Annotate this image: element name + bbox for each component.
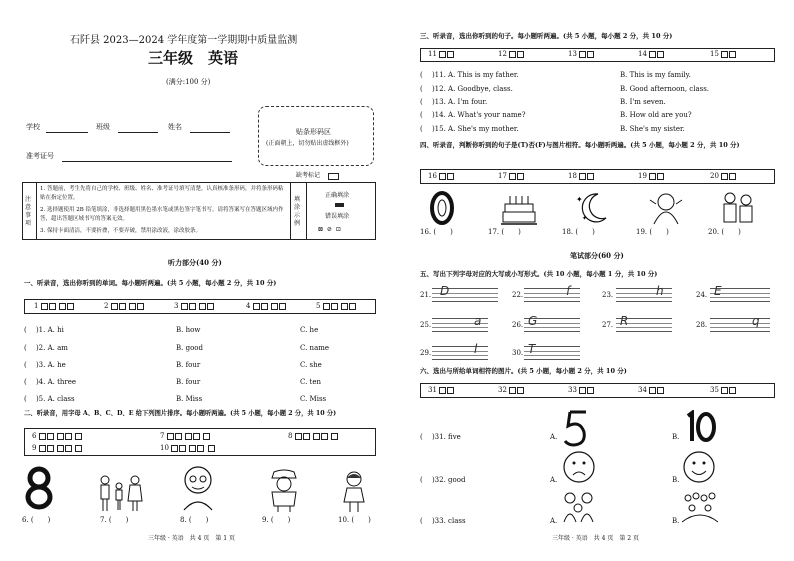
- q2-grid-9[interactable]: 9: [32, 444, 83, 453]
- q6-row-31-b: B.: [672, 433, 680, 441]
- q6-row-33: ( )33. class: [420, 517, 466, 525]
- q4-blank-18[interactable]: 18. ( ): [562, 228, 595, 236]
- q1-row-1-a: ( )1. A. hi: [24, 326, 64, 334]
- q5-letter-29: l: [474, 342, 478, 356]
- q4-blank-20[interactable]: 20. ( ): [708, 228, 741, 236]
- wrong-fill: 错误填涂: [325, 213, 350, 220]
- q3-row-15-b: B. She's my sister.: [620, 125, 685, 133]
- school-label: 学校: [26, 123, 40, 131]
- notes-item-3: 3. 保持卡面清洁，不要折叠，不要弄破，禁用涂改液，涂改胶条。: [40, 228, 201, 234]
- absent-label: 缺考标记: [296, 172, 321, 179]
- q5-letter-21: D: [440, 284, 450, 298]
- q3-row-12-a: ( )12. A. Goodbye, class.: [420, 85, 513, 93]
- q2-grid-8[interactable]: 8: [288, 432, 339, 441]
- q1-grid-1[interactable]: 1: [34, 302, 75, 311]
- q2-grid-6[interactable]: 6: [32, 432, 83, 441]
- name-label: 姓名: [168, 123, 182, 131]
- class-label: 班级: [96, 123, 110, 131]
- q6-grid-31[interactable]: 31: [428, 386, 455, 395]
- q6-grid-33[interactable]: 33: [568, 386, 595, 395]
- q5-line-22[interactable]: [524, 288, 580, 302]
- q5-letter-26: G: [528, 314, 538, 328]
- written-title: 笔试部分(60 分): [570, 251, 624, 260]
- picture-happy-face: [682, 450, 716, 484]
- q3-row-15-a: ( )15. A. She's my mother.: [420, 125, 519, 133]
- q6-row-31: ( )31. five: [420, 433, 461, 441]
- q2-grid-7[interactable]: 7: [160, 432, 211, 441]
- q4-title: 四、听录音，判断你听到的句子是(T)否(F)与图片相符。每小题听两遍。(共 5 小题，每小题 2 分，共 10 分): [420, 141, 740, 149]
- q1-grid-5[interactable]: 5: [316, 302, 357, 311]
- q5-letter-28: q: [752, 314, 760, 328]
- q3-grid-11[interactable]: 11: [428, 50, 455, 59]
- q2-blank-7[interactable]: 7. ( ): [100, 516, 129, 524]
- q3-row-11-a: ( )11. A. This is my father.: [420, 71, 519, 79]
- q3-grid-13[interactable]: 13: [568, 50, 595, 59]
- picture-classroom: [680, 488, 720, 524]
- barcode-note: (正面朝上，切勿贴出虚线框外): [266, 140, 349, 147]
- left-footer: 三年级 · 英语 共 4 页 第 1 页: [148, 535, 235, 542]
- notes-item-1: 1. 答题前，考生先将自己的学校、班级、姓名、准考证号填写清楚，认真核准条形码，并将条形码粘贴在指定位置。: [40, 186, 284, 201]
- correct-fill-mark: [335, 203, 344, 207]
- q2-grid-10[interactable]: 10: [160, 444, 216, 453]
- picture-family: [95, 474, 147, 514]
- q3-grid-14[interactable]: 14: [638, 50, 665, 59]
- picture-sad-face: [562, 450, 596, 484]
- q6-grid-35[interactable]: 35: [710, 386, 737, 395]
- q3-grid-15[interactable]: 15: [710, 50, 737, 59]
- q3-title: 三、听录音，选出你听到的句子。每小题听两遍。(共 5 小题，每小题 2 分，共 10 分): [420, 32, 673, 40]
- q1-row-2-c: C. name: [300, 344, 330, 352]
- q5-letter-27: R: [620, 314, 629, 328]
- picture-cartoon-character: [646, 190, 686, 226]
- picture-moon-stars: [572, 190, 612, 226]
- q3-row-11-b: B. This is my family.: [620, 71, 691, 79]
- q4-grid-18[interactable]: 18: [568, 172, 595, 181]
- picture-grandfather: [178, 462, 218, 512]
- q4-blank-16[interactable]: 16. ( ): [420, 228, 453, 236]
- q5-letter-23: h: [656, 284, 664, 298]
- q5-line-29[interactable]: [432, 346, 488, 360]
- q1-row-4-a: ( )4. A. three: [24, 378, 77, 386]
- q3-grid-12[interactable]: 12: [498, 50, 525, 59]
- picture-girl: [340, 470, 368, 514]
- q5-num-29: 29.: [420, 349, 432, 357]
- q1-title: 一、听录音，选出你听到的单词。每小题听两遍。(共 5 小题，每小题 2 分，共 10 分): [24, 279, 277, 287]
- q5-letter-22: f: [566, 284, 571, 298]
- exam-id-label: 准考证号: [26, 152, 54, 160]
- q3-row-14-b: B. How old are you?: [620, 111, 692, 119]
- q3-row-13-a: ( )13. A. I'm four.: [420, 98, 488, 106]
- picture-cartoon: [264, 468, 304, 514]
- picture-birthday-cake: [500, 194, 538, 226]
- q5-num-27: 27.: [602, 321, 614, 329]
- q1-row-1-c: C. he: [300, 326, 319, 334]
- q6-row-33-a: A.: [550, 517, 558, 525]
- q1-row-4-c: C. ten: [300, 378, 322, 386]
- q5-num-28: 28.: [696, 321, 708, 329]
- q1-row-2-b: B. good: [176, 344, 203, 352]
- q1-row-2-a: ( )2. A. am: [24, 344, 68, 352]
- q1-grid-3[interactable]: 3: [174, 302, 215, 311]
- picture-number-eight: [24, 466, 54, 510]
- q5-title: 五、写出下列字母对应的大写或小写形式。(共 10 小题，每小题 1 分，共 10 分): [420, 270, 658, 278]
- q1-row-3-c: C. she: [300, 361, 322, 369]
- picture-family-group: [560, 490, 598, 524]
- q6-row-33-b: B.: [672, 517, 680, 525]
- q5-num-26: 26.: [512, 321, 524, 329]
- correct-fill: 正确填涂: [325, 192, 350, 199]
- q2-blank-10[interactable]: 10. ( ): [338, 516, 371, 524]
- barcode-title: 贴条形码区: [296, 128, 331, 136]
- q6-row-32-a: A.: [550, 476, 558, 484]
- q1-row-5-c: C. Miss: [300, 395, 327, 403]
- q1-row-1-b: B. how: [176, 326, 201, 334]
- q6-title: 六、选出与所给单词相符的图片。(共 5 小题，每小题 2 分，共 10 分): [420, 367, 627, 375]
- q6-row-32: ( )32. good: [420, 476, 466, 484]
- q4-grid-16[interactable]: 16: [428, 172, 455, 181]
- exam-title: 石阡县 2023—2024 学年度第一学期期中质量监测: [70, 35, 298, 46]
- wrong-fill-marks: ⊠ ⊘ ⊡: [318, 226, 342, 233]
- picture-number-five: [562, 408, 592, 448]
- q4-grid-19[interactable]: 19: [638, 172, 665, 181]
- svg-text:✦: ✦: [576, 195, 583, 204]
- q5-letter-24: E: [714, 284, 722, 298]
- q1-grid-4[interactable]: 4: [246, 302, 287, 311]
- q1-row-3-b: B. four: [176, 361, 201, 369]
- q3-row-13-b: B. I'm seven.: [620, 98, 666, 106]
- absent-box[interactable]: [328, 173, 339, 180]
- fill-label: 填涂示例: [294, 196, 301, 227]
- picture-number-ten: [680, 410, 720, 444]
- q5-letter-30: T: [528, 342, 536, 356]
- q5-num-21: 21.: [420, 291, 432, 299]
- q2-blank-9[interactable]: 9. ( ): [262, 516, 291, 524]
- q5-num-23: 23.: [602, 291, 614, 299]
- q3-row-12-b: B. Good afternoon, class.: [620, 85, 710, 93]
- q1-row-5-b: B. Miss: [176, 395, 203, 403]
- q5-letter-25: a: [474, 314, 482, 328]
- picture-two-people: [718, 190, 758, 226]
- picture-number-zero: [428, 190, 456, 226]
- q5-num-30: 30.: [512, 349, 524, 357]
- q1-row-4-b: B. four: [176, 378, 201, 386]
- subject-title: 三年级 英语: [148, 49, 239, 67]
- q5-line-28[interactable]: [710, 318, 770, 332]
- listening-title: 听力部分(40 分): [168, 258, 222, 267]
- q4-grid-20[interactable]: 20: [710, 172, 737, 181]
- q4-blank-17[interactable]: 17. ( ): [488, 228, 521, 236]
- svg-text:✦: ✦: [582, 215, 588, 222]
- q1-grid-2[interactable]: 2: [104, 302, 145, 311]
- q1-row-5-a: ( )5. A. class: [24, 395, 75, 403]
- q6-row-32-b: B.: [672, 476, 680, 484]
- q6-row-31-a: A.: [550, 433, 558, 441]
- q6-grid-34[interactable]: 34: [638, 386, 665, 395]
- notes-item-2: 2. 选择题使用 2B 铅笔填涂，非选择题用黑色墨水笔或黑色签字笔书写。请将答案写在答题区域内作答，超出答题区域书写的答案无效。: [40, 207, 284, 222]
- q5-num-25: 25.: [420, 321, 432, 329]
- right-footer: 三年级 · 英语 共 4 页 第 2 页: [552, 535, 639, 542]
- full-score: (满分:100 分): [166, 78, 211, 86]
- q4-blank-19[interactable]: 19. ( ): [636, 228, 669, 236]
- q2-blank-6[interactable]: 6. ( ): [22, 516, 51, 524]
- notes-label: 注意事项: [25, 196, 32, 227]
- q6-grid-32[interactable]: 32: [498, 386, 525, 395]
- q3-row-14-a: ( )14. A. What's your name?: [420, 111, 526, 119]
- q2-blank-8[interactable]: 8. ( ): [180, 516, 209, 524]
- q5-num-24: 24.: [696, 291, 708, 299]
- q2-title: 二、听录音，用字母 A、B、C、D、E 给下列图片排序。每小题听两遍。(共 5 小题，每小题 2 分，共 10 分): [24, 410, 337, 417]
- q1-row-3-a: ( )3. A. he: [24, 361, 66, 369]
- q5-num-22: 22.: [512, 291, 524, 299]
- q4-grid-17[interactable]: 17: [498, 172, 525, 181]
